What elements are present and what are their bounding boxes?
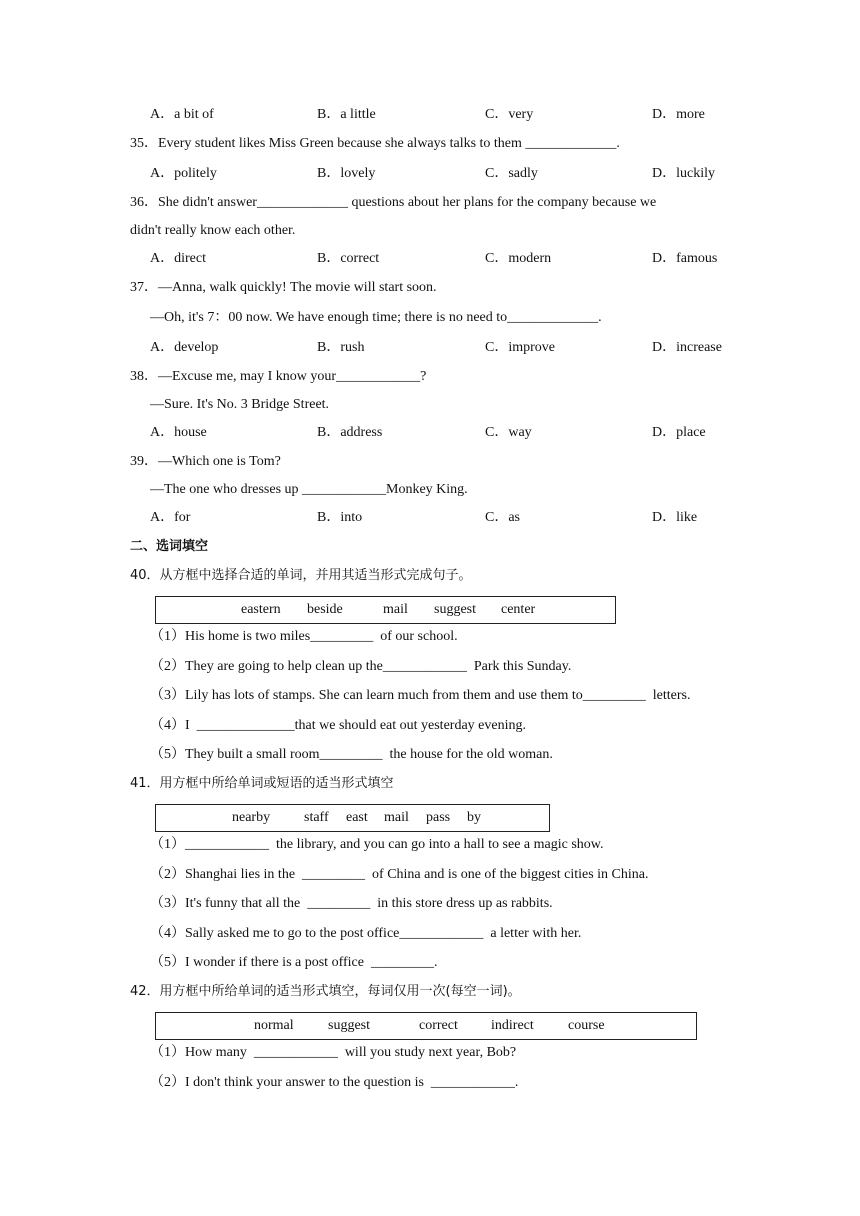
q41-word: nearby (232, 810, 271, 825)
q34-option-b: B．a little (317, 107, 376, 122)
q40-word: suggest (434, 602, 476, 617)
q42-word: course (568, 1018, 605, 1033)
q41-item-2: （2）Shanghai lies in the _________ of China and is one of the biggest cities in China. (150, 867, 649, 882)
q39-stem: 39．—Which one is Tom? (130, 454, 281, 469)
q42-word: suggest (328, 1018, 370, 1033)
q38-stem: 38．—Excuse me, may I know your____________? (130, 369, 427, 384)
q40-item-2: （2）They are going to help clean up the____________ Park this Sunday. (150, 659, 572, 674)
q40-word-box (155, 596, 616, 624)
q42-item-1: （1）How many ____________ will you study next year, Bob? (150, 1045, 517, 1060)
q41-word: pass (426, 810, 451, 825)
q40-instruction: 40．从方框中选择合适的单词，并用其适当形式完成句子。 (130, 568, 472, 583)
q40-item-4: （4）I ______________that we should eat out yesterday evening. (150, 718, 526, 733)
q41-item-1: （1）____________ the library, and you can go into a hall to see a magic show. (150, 837, 604, 852)
q35-option-b: B．lovely (317, 166, 376, 181)
q39-options (150, 509, 770, 527)
q35-options (150, 165, 770, 183)
q37-options (150, 339, 770, 357)
q35-option-a: A．politely (150, 166, 217, 181)
q39-option-a: A．for (150, 510, 191, 525)
q40-item-1: （1）His home is two miles_________ of our school. (150, 629, 458, 644)
q41-word: staff (304, 810, 329, 825)
q38-options (150, 424, 770, 442)
q34-options (150, 106, 770, 124)
q37-option-c: C．improve (485, 340, 555, 355)
q41-item-4: （4）Sally asked me to go to the post office____________ a letter with her. (150, 926, 582, 941)
q40-item-5: （5）They built a small room_________ the house for the old woman. (150, 747, 553, 762)
q42-word: correct (419, 1018, 458, 1033)
q39-stem-reply: —The one who dresses up ____________Monkey King. (150, 482, 468, 497)
q41-instruction: 41．用方框中所给单词或短语的适当形式填空 (130, 776, 394, 791)
q42-item-2: （2）I don't think your answer to the question is ____________. (150, 1075, 519, 1090)
q36-option-b: B．correct (317, 251, 380, 266)
q34-option-d: D．more (652, 107, 705, 122)
q41-item-3: （3）It's funny that all the _________ in this store dress up as rabbits. (150, 896, 553, 911)
q35-stem: 35．Every student likes Miss Green because she always talks to them _____________. (130, 136, 620, 151)
q41-word: east (346, 810, 368, 825)
q38-option-b: B．address (317, 425, 383, 440)
q40-word: eastern (241, 602, 281, 617)
q35-option-c: C．sadly (485, 166, 538, 181)
q36-option-c: C．modern (485, 251, 552, 266)
q37-option-d: D．increase (652, 340, 722, 355)
q36-options (150, 250, 770, 268)
q37-option-a: A．develop (150, 340, 219, 355)
q36-option-d: D．famous (652, 251, 718, 266)
q37-option-b: B．rush (317, 340, 365, 355)
q41-word-box (155, 804, 550, 832)
q36-stem: 36．She didn't answer_____________ questions about her plans for the company because we (130, 195, 657, 210)
q42-word-box (155, 1012, 697, 1040)
q40-item-3: （3）Lily has lots of stamps. She can learn much from them and use them to_________ letters. (150, 688, 691, 703)
q40-word: beside (307, 602, 343, 617)
q41-word: mail (384, 810, 409, 825)
q38-option-d: D．place (652, 425, 706, 440)
q36-stem-continued: didn't really know each other. (130, 223, 296, 238)
q42-instruction: 42．用方框中所给单词的适当形式填空，每词仅用一次(每空一词)。 (130, 984, 521, 999)
q41-item-5: （5）I wonder if there is a post office _________. (150, 955, 438, 970)
q38-option-c: C．way (485, 425, 532, 440)
q37-stem-reply: —Oh, it's 7：00 now. We have enough time; there is no need to_____________. (150, 310, 602, 325)
q38-option-a: A．house (150, 425, 207, 440)
q42-word: indirect (491, 1018, 534, 1033)
q34-option-a: A．a bit of (150, 107, 214, 122)
q38-stem-reply: —Sure. It's No. 3 Bridge Street. (150, 397, 330, 412)
q40-word: mail (383, 602, 408, 617)
q39-option-b: B．into (317, 510, 363, 525)
q36-option-a: A．direct (150, 251, 206, 266)
q35-option-d: D．luckily (652, 166, 715, 181)
q34-option-c: C．very (485, 107, 534, 122)
q40-word: center (501, 602, 536, 617)
q39-option-d: D．like (652, 510, 698, 525)
q37-stem: 37．—Anna, walk quickly! The movie will start soon. (130, 280, 437, 295)
q42-word: normal (254, 1018, 294, 1033)
q39-option-c: C．as (485, 510, 520, 525)
q41-word: by (467, 810, 481, 825)
section-heading: 二、选词填空 (130, 539, 209, 554)
